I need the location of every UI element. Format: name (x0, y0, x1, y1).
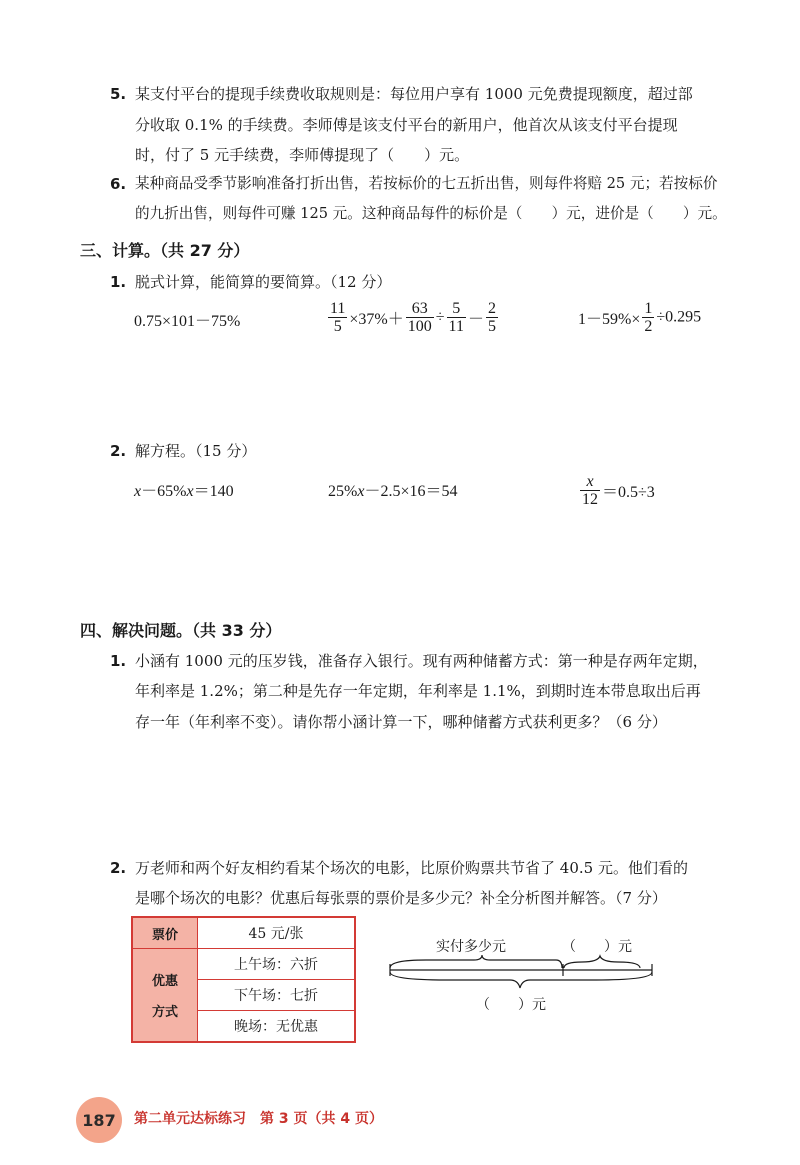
question-number: 1. (110, 273, 127, 291)
question-number: 6. (110, 175, 127, 193)
fraction: $\frac{63}{100}$ (407, 300, 432, 335)
math-expression: 1－59%× $\frac{1}{2}$ ÷0.295 (578, 300, 702, 335)
page-number-badge: 187 (76, 1097, 122, 1143)
question-text-line: 的九折出售，则每件可赚 125 元。这种商品每件的标价是（ ）元，进价是（ ）元。 (135, 205, 727, 222)
diagram-label: 实付多少元 (436, 939, 506, 955)
question-number: 1. (110, 652, 127, 670)
equation: 25%x－2.5×16＝54 (328, 483, 458, 500)
equation: $\frac{x}{12}$ ＝0.5÷3 (582, 473, 655, 508)
section-title: 三、计算。（共 27 分） (80, 241, 250, 260)
question-text-line: 某支付平台的提现手续费收取规则是：每位用户享有 1000 元免费提现额度，超过部 (135, 85, 693, 103)
table-row (132, 917, 355, 949)
table-header-cell: 票价 (132, 917, 198, 949)
table-header-label: 优惠 (151, 974, 178, 989)
question-number: 2. (110, 442, 127, 460)
table-cell: 45 元/张 (198, 917, 356, 949)
table-cell: 晚场：无优惠 (198, 1011, 356, 1043)
question-text-line: 分收取 0.1% 的手续费。李师傅是该支付平台的新用户，他首次从该支付平台提现 (135, 116, 678, 134)
diagram-blank: （ ）元 (562, 939, 632, 955)
table-header-label: 方式 (151, 1005, 178, 1020)
footer-text: 第二单元达标练习 第 3 页（共 4 页） (134, 1111, 383, 1127)
diagram-blank: （ ）元 (476, 997, 546, 1013)
ticket-price-table (131, 916, 356, 1043)
question-number: 5. (110, 85, 127, 103)
table-cell: 下午场：七折 (198, 980, 356, 1011)
table-header-cell (132, 949, 198, 1043)
fraction: $\frac{1}{2}$ (644, 300, 653, 335)
fraction: $\frac{2}{5}$ (487, 300, 496, 335)
question-text-line: 是哪个场次的电影？优惠后每张票的票价是多少元？补全分析图并解答。（7 分） (135, 889, 667, 907)
question-text-line: 小涵有 1000 元的压岁钱，准备存入银行。现有两种储蓄方式：第一种是存两年定期， (135, 652, 708, 670)
question-text-line: 时，付了 5 元手续费，李师傅提现了（ ）元。 (135, 146, 470, 164)
bottom-brace (390, 972, 652, 988)
question-text-line: 解方程。（15 分） (135, 442, 257, 460)
question-text-line: 某种商品受季节影响准备打折出售，若按标价的七五折出售，则每件将赔 25 元；若按标价 (135, 175, 718, 192)
question-text-line: 存一年（年利率不变）。请你帮小涵计算一下，哪种储蓄方式获利更多？（6 分） (135, 713, 667, 731)
fraction: $\frac{5}{11}$ (448, 300, 464, 335)
top-brace-right (564, 956, 640, 968)
fraction: $\frac{x}{12}$ (582, 473, 598, 508)
segment-diagram (386, 954, 656, 994)
section-title: 四、解决问题。（共 33 分） (80, 621, 282, 640)
equation: x－65%x＝140 (134, 483, 234, 500)
question-number: 2. (110, 859, 127, 877)
table-row (132, 949, 355, 980)
fraction: $\frac{11}{5}$ (330, 300, 346, 335)
math-expression: $\frac{11}{5}$ ×37%＋ $\frac{63}{100}$ ÷ $\frac{5}{11}$ － $\frac{2}{5}$ (330, 300, 496, 335)
math-expression: 0.75×101－75% (134, 313, 241, 330)
question-text-line: 万老师和两个好友相约看某个场次的电影，比原价购票共节省了 40.5 元。他们看的 (135, 859, 688, 877)
table-cell: 上午场：六折 (198, 949, 356, 980)
top-brace-left (390, 955, 562, 968)
question-text-line: 脱式计算，能简算的要简算。（12 分） (135, 273, 392, 291)
question-text-line: 年利率是 1.2%；第二种是先存一年定期，年利率是 1.1%，到期时连本带息取出后再 (135, 682, 701, 700)
